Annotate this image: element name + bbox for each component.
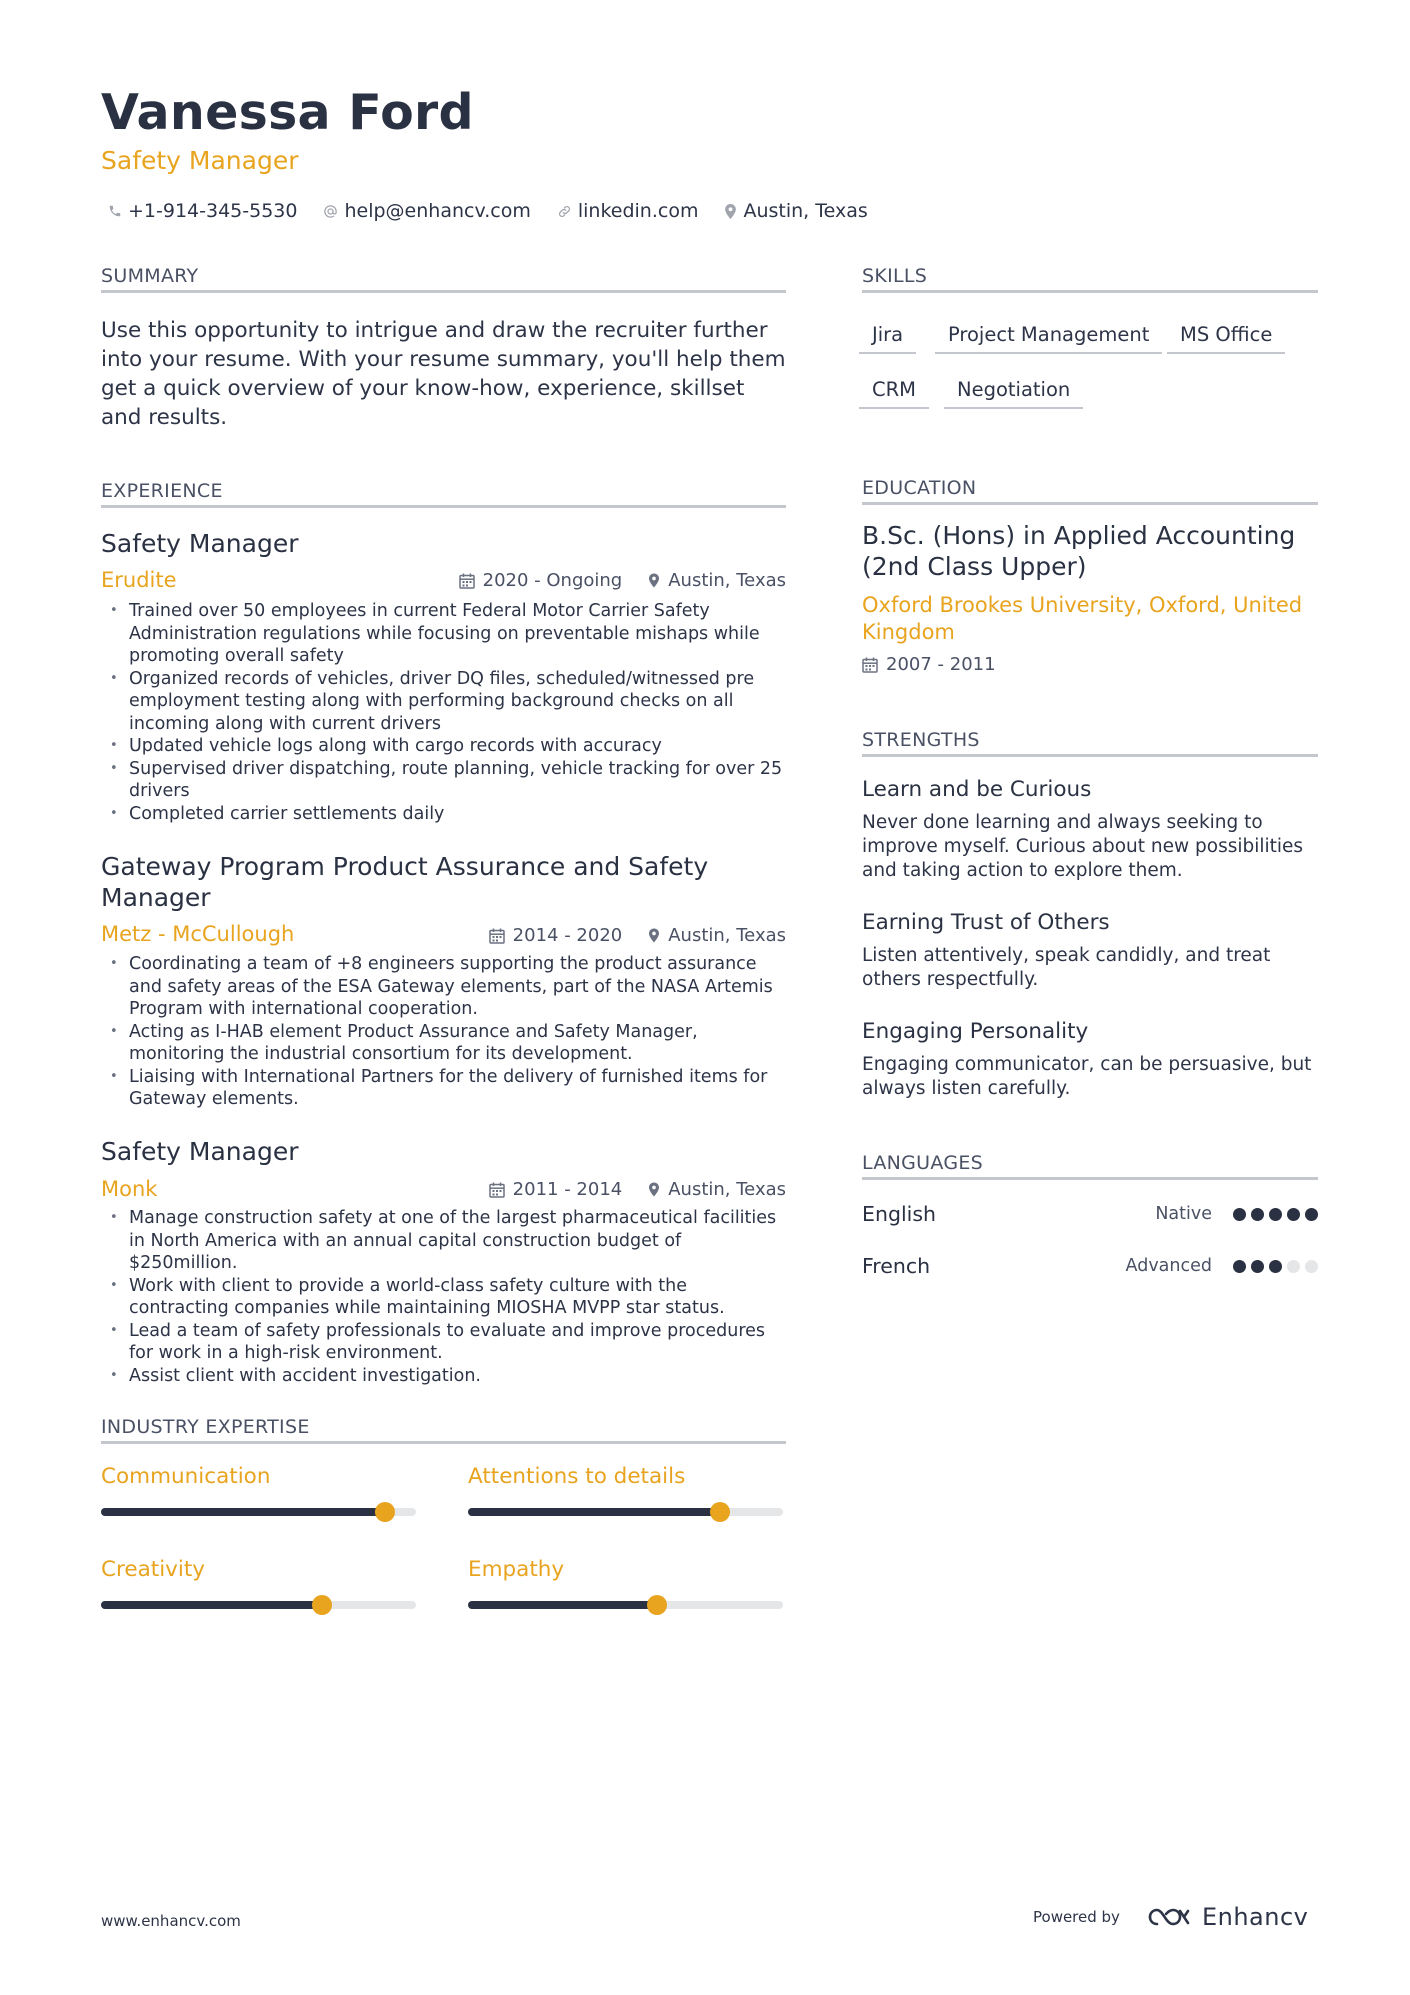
list-item: • Manage construction safety at one of the largest pharmaceutical facilities in North America with an annual capital construction budget of $250million. [101, 1207, 791, 1275]
job-title: Safety Manager [101, 529, 299, 558]
proficiency-dot [1233, 1260, 1246, 1273]
language-row [862, 1251, 1318, 1281]
contact-location [724, 200, 867, 222]
location-text: Austin, Texas [743, 200, 868, 222]
expertise-bar-fill [468, 1601, 657, 1609]
strength-title: Engaging Personality [862, 1019, 1089, 1044]
at-icon [323, 204, 338, 219]
expertise-label: Empathy [468, 1557, 565, 1582]
proficiency-dot [1233, 1208, 1246, 1221]
education-dates [862, 654, 996, 675]
strength-description: Never done learning and always seeking to improve myself. Curious about new possibilities and taking action to explore them. [862, 812, 1304, 881]
language-level: Native [1155, 1204, 1212, 1224]
proficiency-dot [1251, 1208, 1264, 1221]
section-header-strengths: STRENGTHS [862, 729, 1318, 757]
job-dates-text: 2020 - Ongoing [482, 570, 623, 591]
education-degree: B.Sc. (Hons) in Applied Accounting (2nd Class Upper) [862, 521, 1296, 581]
language-level: Advanced [1125, 1256, 1212, 1276]
contact-email [323, 200, 530, 222]
language-name: English [862, 1202, 937, 1226]
calendar-icon [862, 657, 878, 673]
language-row [862, 1199, 1318, 1229]
proficiency-dot [1287, 1208, 1300, 1221]
skill-tag: Negotiation [944, 378, 1083, 409]
language-name: French [862, 1254, 931, 1278]
expertise-bar-fill [101, 1601, 322, 1609]
proficiency-dot [1251, 1260, 1264, 1273]
proficiency-dot [1287, 1260, 1300, 1273]
section-header-experience: EXPERIENCE [101, 480, 786, 508]
expertise-bar [101, 1508, 416, 1516]
expertise-bar [468, 1508, 783, 1516]
job-bullets [101, 1207, 791, 1387]
section-header-summary: SUMMARY [101, 265, 786, 293]
job-bullets [101, 953, 791, 1111]
expertise-bar-knob [312, 1595, 332, 1615]
email-text: help@enhancv.com [344, 200, 531, 222]
proficiency-dot [1305, 1208, 1318, 1221]
job-location [648, 570, 786, 591]
expertise-bar-knob [647, 1595, 667, 1615]
expertise-bar-knob [375, 1502, 395, 1522]
brand-name: Enhancv [1201, 1903, 1309, 1931]
job-dates [489, 1179, 623, 1200]
list-item: • Liaising with International Partners for the delivery of furnished items for Gateway elements. [101, 1066, 791, 1111]
job-dates-text: 2014 - 2020 [512, 925, 623, 946]
expertise-bar-knob [710, 1502, 730, 1522]
expertise-label: Creativity [101, 1557, 206, 1582]
job-meta [489, 1179, 786, 1200]
list-item: • Organized records of vehicles, driver DQ files, scheduled/witnessed pre employment testing along with performing background checks on all incoming along with current drivers [101, 668, 791, 736]
job-meta [459, 570, 786, 591]
job-company: Metz - McCullough [101, 922, 295, 946]
skill-tag: Project Management [935, 323, 1162, 354]
link-icon [557, 204, 572, 219]
location-pin-icon [648, 1182, 660, 1197]
strength-title: Earning Trust of Others [862, 910, 1110, 935]
list-item: • Lead a team of safety professionals to evaluate and improve procedures for work in a high-risk environment. [101, 1320, 791, 1365]
language-proficiency-dots [1228, 1260, 1318, 1273]
skill-tag: CRM [859, 378, 929, 409]
job-location-text: Austin, Texas [668, 1179, 786, 1200]
location-pin-icon [648, 928, 660, 943]
expertise-bar [101, 1601, 416, 1609]
job-dates [489, 925, 623, 946]
list-item: • Coordinating a team of +8 engineers supporting the product assurance and safety areas of the ESA Gateway elements, part of the NASA Artemis Program with international cooperation. [101, 953, 791, 1021]
expertise-bar-fill [101, 1508, 385, 1516]
list-item: • Acting as I-HAB element Product Assurance and Safety Manager, monitoring the industrial consortium for its development. [101, 1021, 791, 1066]
job-location [648, 1179, 786, 1200]
education-dates-text: 2007 - 2011 [886, 654, 996, 675]
candidate-name: Vanessa Ford [101, 84, 474, 141]
expertise-label: Attentions to details [468, 1464, 686, 1489]
job-location [648, 925, 786, 946]
section-header-skills: SKILLS [862, 265, 1318, 293]
list-item: • Completed carrier settlements daily [101, 803, 791, 826]
job-dates [459, 570, 623, 591]
skill-tag: Jira [859, 323, 916, 354]
section-header-industry-expertise: INDUSTRY EXPERTISE [101, 1416, 786, 1444]
list-item: • Work with client to provide a world-class safety culture with the contracting companies while maintaining MIOSHA MVPP star status. [101, 1275, 791, 1320]
contact-bar [108, 196, 894, 226]
footer-website[interactable]: www.enhancv.com [101, 1912, 241, 1930]
location-pin-icon [724, 204, 737, 219]
expertise-bar [468, 1601, 783, 1609]
phone-text: +1-914-345-5530 [128, 200, 298, 222]
phone-icon [108, 204, 122, 218]
location-pin-icon [648, 573, 660, 588]
strength-description: Listen attentively, speak candidly, and treat others respectfully. [862, 945, 1271, 990]
job-company: Erudite [101, 568, 177, 592]
proficiency-dot [1269, 1260, 1282, 1273]
skill-tag: MS Office [1167, 323, 1285, 354]
footer-branding [1033, 1903, 1308, 1931]
summary-text: Use this opportunity to intrigue and draw the recruiter further into your resume. With your resume summary, you'll help them get a quick overview of your know-how, experience, skillset and results. [101, 318, 786, 430]
enhancv-logo-icon [1146, 1905, 1192, 1929]
linkedin-text: linkedin.com [577, 200, 699, 222]
job-bullets [101, 600, 791, 825]
expertise-label: Communication [101, 1464, 271, 1489]
proficiency-dot [1305, 1260, 1318, 1273]
expertise-bar-fill [468, 1508, 720, 1516]
job-location-text: Austin, Texas [668, 925, 786, 946]
language-proficiency-dots [1228, 1208, 1318, 1221]
job-dates-text: 2011 - 2014 [512, 1179, 623, 1200]
education-school: Oxford Brookes University, Oxford, United Kingdom [862, 593, 1303, 644]
calendar-icon [489, 928, 505, 944]
contact-linkedin [557, 200, 699, 222]
job-title: Safety Manager [101, 1137, 299, 1166]
list-item: • Trained over 50 employees in current Federal Motor Carrier Safety Administration regulations while focusing on preventable mishaps while promoting overall safety [101, 600, 791, 668]
job-company: Monk [101, 1177, 158, 1201]
list-item: • Updated vehicle logs along with cargo records with accuracy [101, 735, 791, 758]
list-item: • Assist client with accident investigation. [101, 1365, 791, 1388]
job-location-text: Austin, Texas [668, 570, 786, 591]
job-meta [489, 925, 786, 946]
calendar-icon [459, 573, 475, 589]
strength-title: Learn and be Curious [862, 777, 1092, 802]
proficiency-dot [1269, 1208, 1282, 1221]
job-title: Gateway Program Product Assurance and Safety Manager [101, 852, 709, 912]
section-header-languages: LANGUAGES [862, 1152, 1318, 1180]
calendar-icon [489, 1182, 505, 1198]
list-item: • Supervised driver dispatching, route planning, vehicle tracking for over 25 drivers [101, 758, 791, 803]
strength-description: Engaging communicator, can be persuasive, but always listen carefully. [862, 1054, 1312, 1099]
contact-phone [108, 200, 297, 222]
section-header-education: EDUCATION [862, 477, 1318, 505]
candidate-role: Safety Manager [101, 146, 299, 175]
powered-by-text: Powered by [1033, 1908, 1120, 1926]
